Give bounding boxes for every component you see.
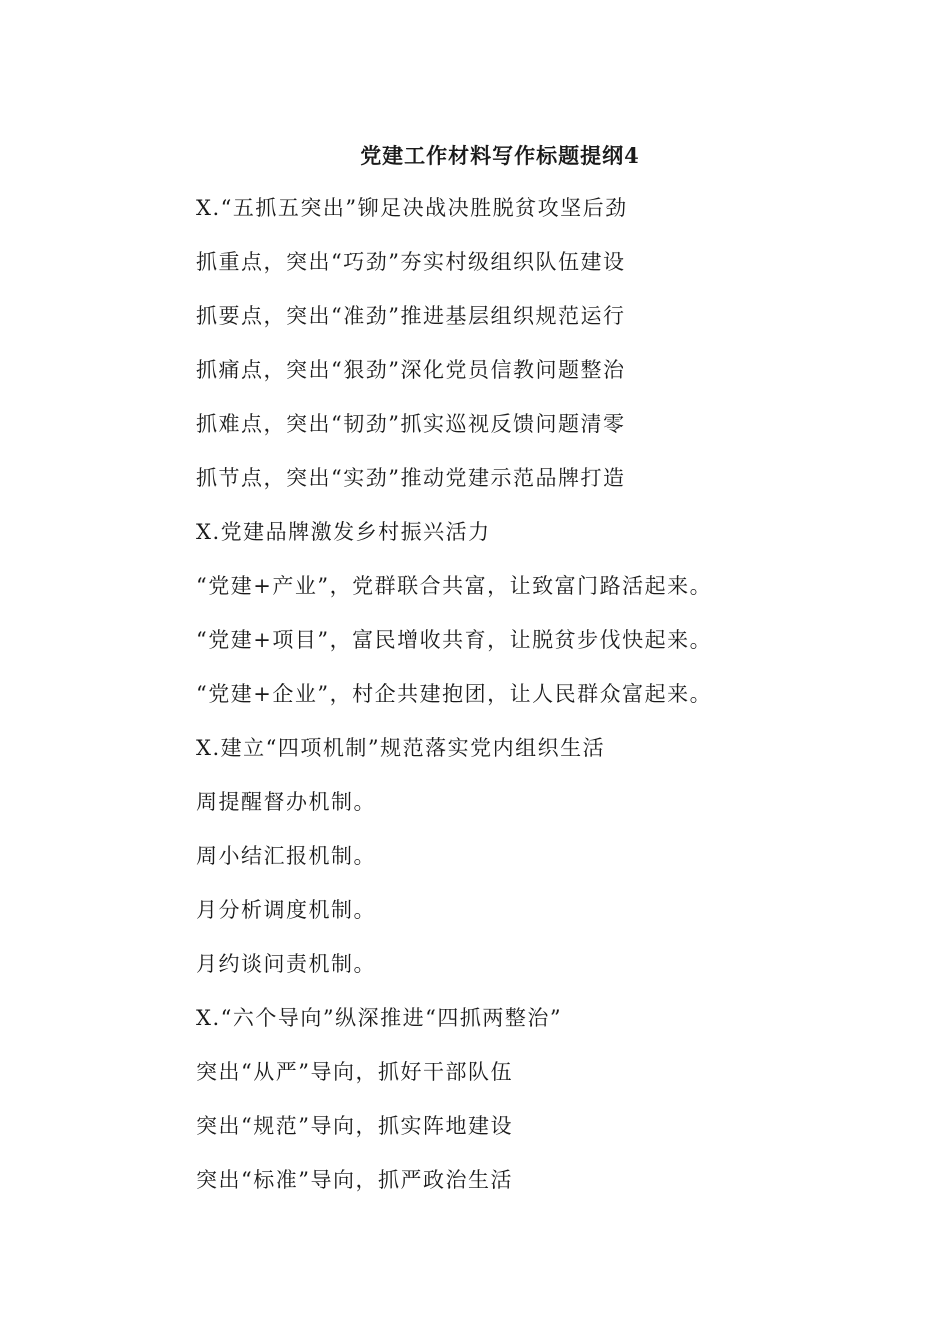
outline-line: 突出“规范”导向，抓实阵地建设 [196, 1114, 513, 1138]
outline-line: 月分析调度机制。 [196, 898, 376, 922]
outline-line: 抓难点，突出“韧劲”抓实巡视反馈问题清零 [196, 412, 626, 436]
outline-list [196, 192, 916, 1218]
outline-line: 突出“标准”导向，抓严政治生活 [196, 1168, 513, 1192]
outline-line: 抓节点，突出“实劲”推动党建示范品牌打造 [196, 466, 626, 490]
outline-line: X.“六个导向”纵深推进“四抓两整治” [196, 1006, 563, 1030]
outline-line: 抓要点，突出“准劲”推进基层组织规范运行 [196, 304, 626, 328]
outline-line: X.建立“四项机制”规范落实党内组织生活 [196, 736, 606, 760]
outline-line: X.“五抓五突出”铆足决战决胜脱贫攻坚后劲 [196, 196, 628, 220]
outline-line: X.党建品牌激发乡村振兴活力 [196, 520, 491, 544]
outline-line: “党建+产业”，党群联合共富，让致富门路活起来。 [196, 574, 713, 598]
outline-line: 抓重点，突出“巧劲”夯实村级组织队伍建设 [196, 250, 626, 274]
outline-line: 抓痛点，突出“狠劲”深化党员信教问题整治 [196, 358, 626, 382]
outline-line: 月约谈问责机制。 [196, 952, 376, 976]
outline-line: 周提醒督办机制。 [196, 790, 376, 814]
outline-line: 周小结汇报机制。 [196, 844, 376, 868]
outline-line: “党建+企业”，村企共建抱团，让人民群众富起来。 [196, 682, 713, 706]
document-title: 党建工作材料写作标题提纲4 [360, 143, 640, 168]
outline-line: “党建+项目”，富民增收共育，让脱贫步伐快起来。 [196, 628, 713, 652]
outline-line: 突出“从严”导向，抓好干部队伍 [196, 1060, 513, 1084]
